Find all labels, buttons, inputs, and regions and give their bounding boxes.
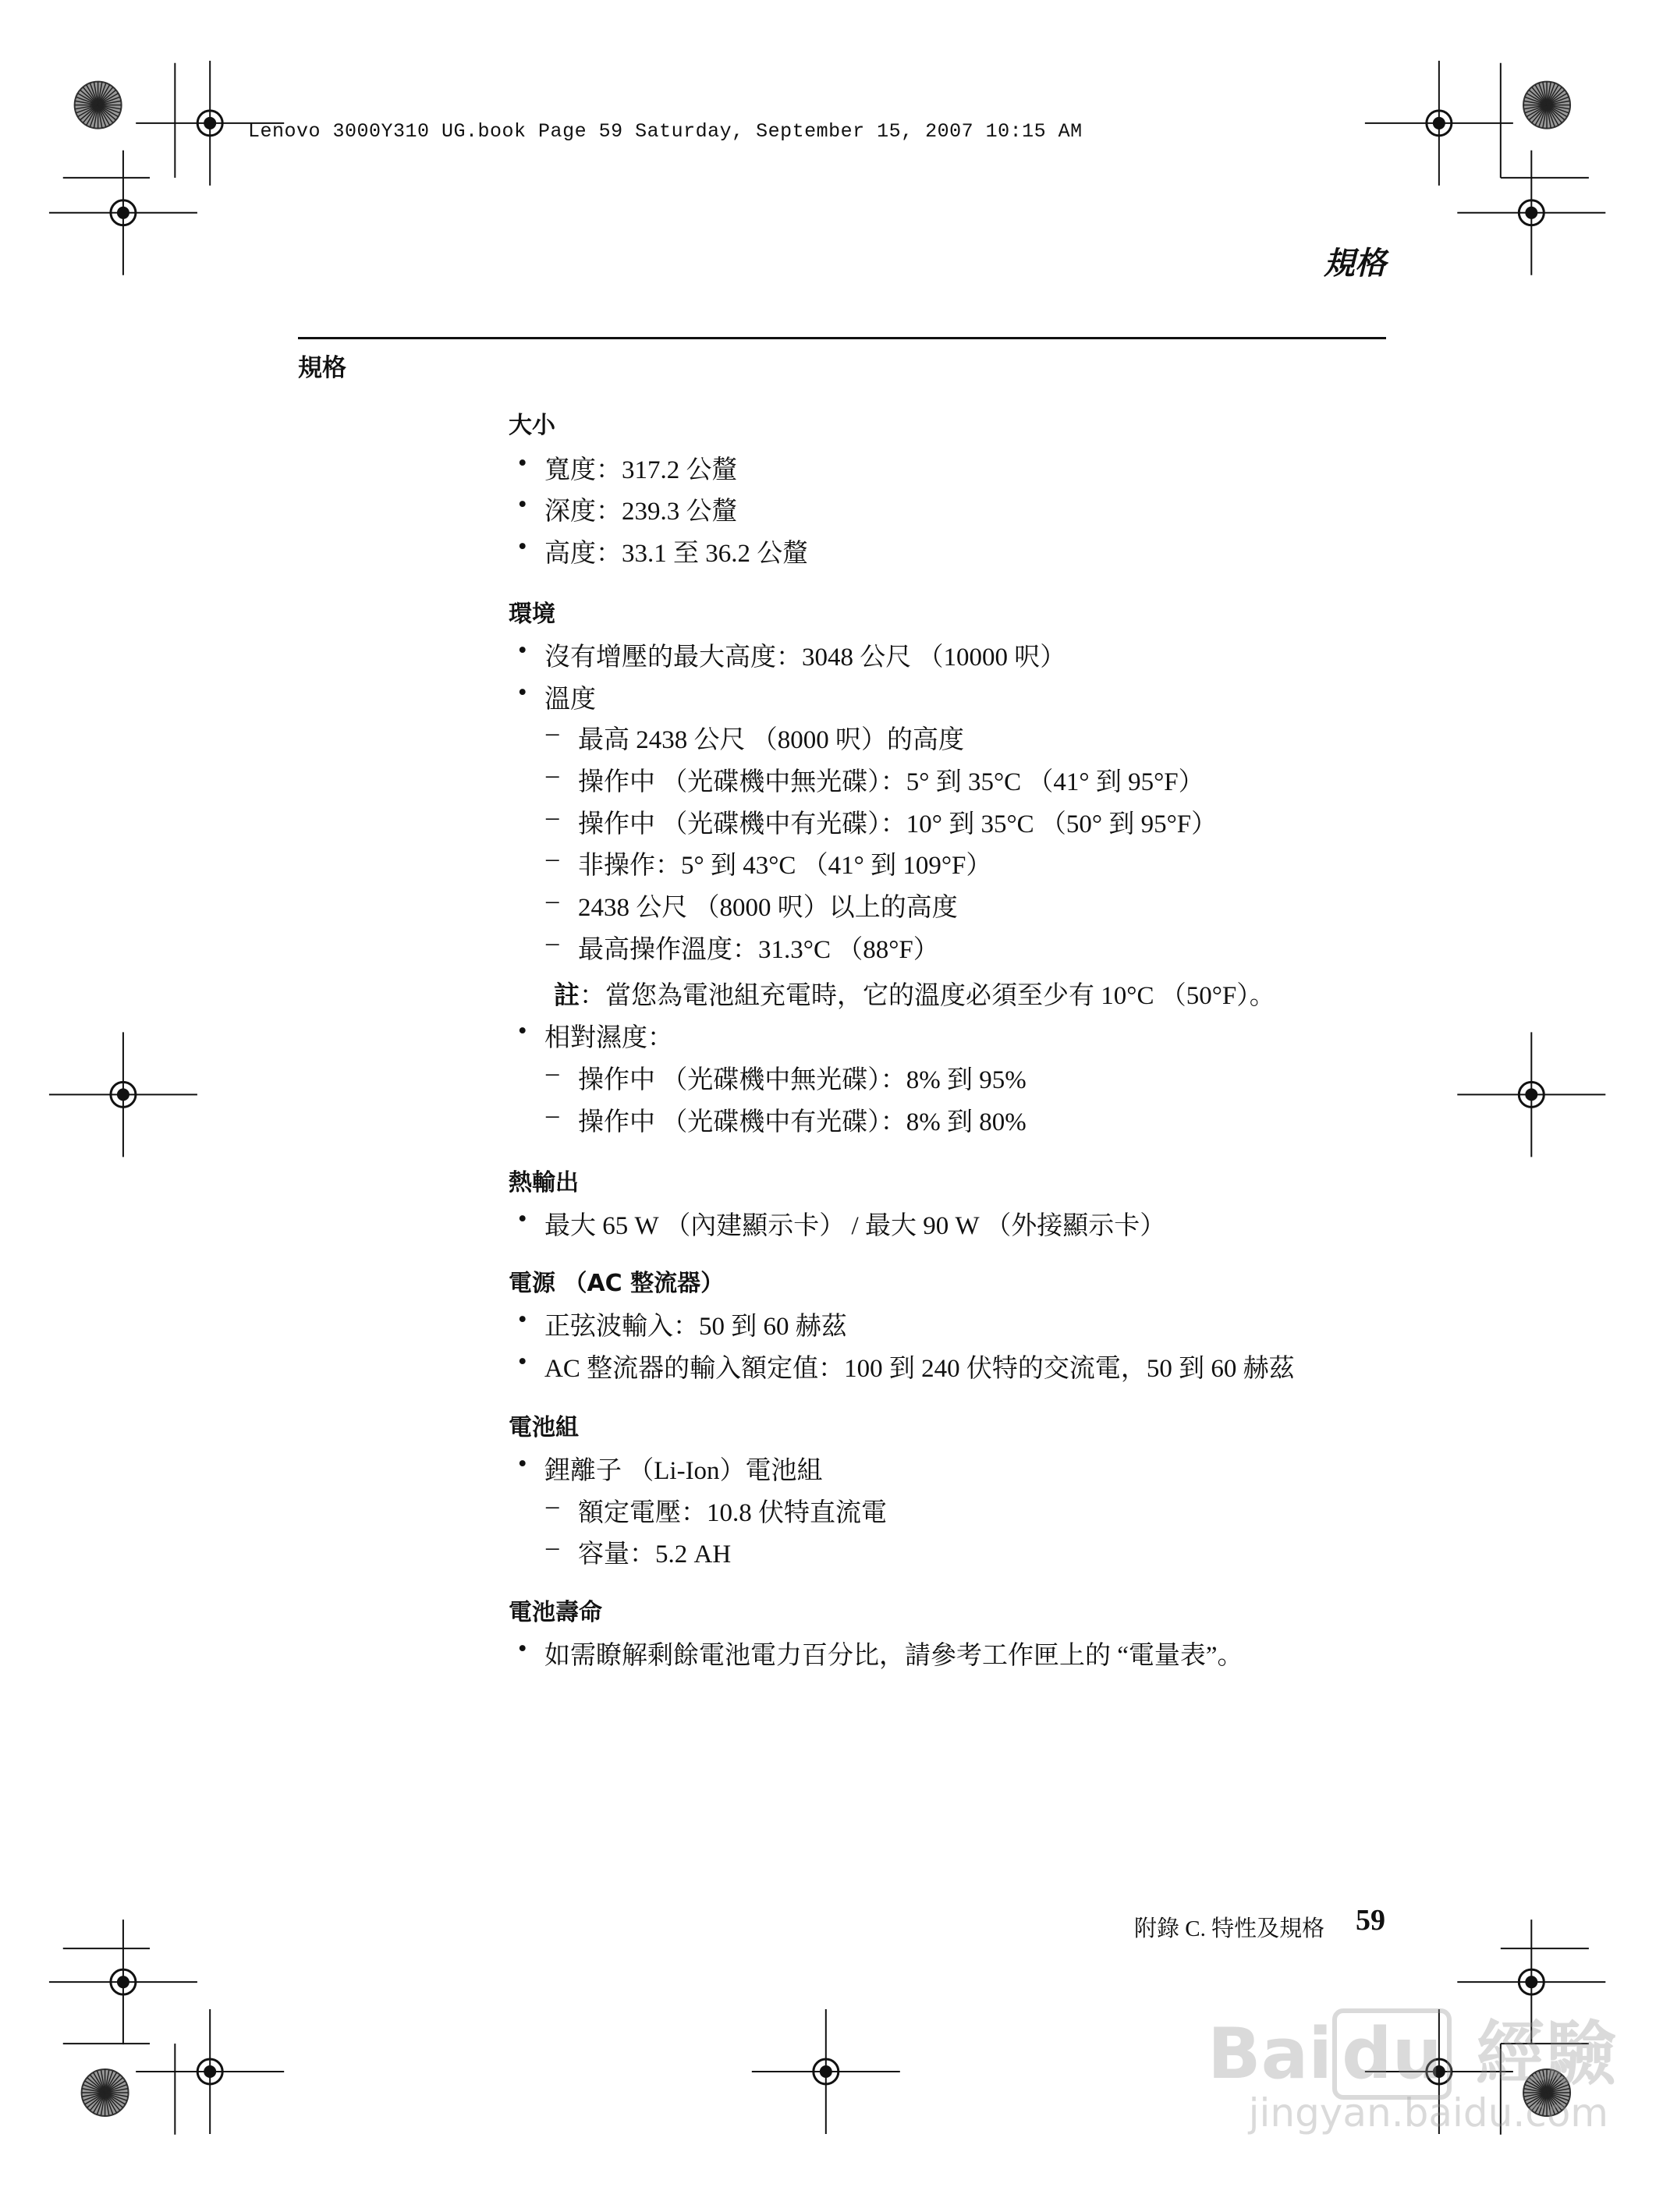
sub-item bbox=[546, 1101, 1027, 1138]
bullet-item bbox=[518, 1635, 1243, 1671]
item-text: 最大 65 W （內建顯示卡） / 最大 90 W （外接顯示卡） bbox=[544, 1211, 1166, 1240]
item-text: 操作中 （光碟機中有光碟）：8% 到 80% bbox=[578, 1108, 1027, 1136]
bullet-item bbox=[518, 449, 738, 486]
heading-rule bbox=[298, 337, 1386, 339]
bullet-item bbox=[518, 1450, 823, 1487]
note-label: 註 bbox=[554, 980, 580, 1011]
section-heading: 大小 bbox=[509, 411, 555, 439]
item-text: 相對濕度： bbox=[544, 1024, 673, 1053]
item-text: 溫度 bbox=[544, 685, 596, 714]
section-heading: 環境 bbox=[509, 601, 555, 629]
item-text: 正弦波輸入：50 到 60 赫茲 bbox=[544, 1312, 847, 1341]
item-text: 額定電壓：10.8 伏特直流電 bbox=[578, 1498, 887, 1527]
item-text: 最高 2438 公尺 （8000 呎）的高度 bbox=[578, 725, 964, 754]
item-text: 沒有增壓的最大高度：3048 公尺 （10000 呎） bbox=[544, 643, 1066, 672]
bullet-item bbox=[518, 491, 738, 527]
section-heading: 電池壽命 bbox=[509, 1598, 602, 1626]
running-head: 規格 bbox=[1324, 246, 1386, 282]
note bbox=[554, 975, 1275, 1012]
item-text: 容量：5.2 AH bbox=[578, 1540, 732, 1569]
section-heading: 電源 （AC 整流器） bbox=[509, 1270, 725, 1298]
sub-item bbox=[546, 803, 1217, 840]
bullet-item bbox=[518, 1017, 673, 1054]
print-header: Lenovo 3000Y310 UG.book Page 59 Saturday, September 15, 2007 10:15 AM bbox=[248, 120, 1083, 143]
sub-item bbox=[546, 845, 991, 881]
item-text: 寬度：317.2 公釐 bbox=[544, 456, 738, 484]
item-text: 深度：239.3 公釐 bbox=[544, 498, 738, 526]
item-text: 最高操作溫度：31.3°C （88°F） bbox=[578, 936, 939, 965]
item-text: 非操作：5° 到 43°C （41° 到 109°F） bbox=[578, 852, 992, 881]
section-heading: 電池組 bbox=[509, 1413, 579, 1441]
section-heading: 熱輸出 bbox=[509, 1168, 579, 1196]
sub-item bbox=[546, 1492, 887, 1529]
item-text: AC 整流器的輸入額定值：100 到 240 伏特的交流電，50 到 60 赫茲 bbox=[544, 1354, 1295, 1383]
item-text: 鋰離子 （Li-Ion）電池組 bbox=[544, 1456, 823, 1485]
footer-chapter: 附錄 C. 特性及規格 bbox=[1134, 1916, 1325, 1941]
item-text: 2438 公尺 （8000 呎）以上的高度 bbox=[578, 894, 958, 923]
sub-item bbox=[546, 719, 964, 756]
sub-item bbox=[546, 1533, 731, 1570]
item-text: 操作中 （光碟機中無光碟）：5° 到 35°C （41° 到 95°F） bbox=[578, 767, 1204, 796]
item-text: 操作中 （光碟機中有光碟）：10° 到 35°C （50° 到 95°F） bbox=[578, 810, 1218, 838]
item-text: 操作中 （光碟機中無光碟）：8% 到 95% bbox=[578, 1066, 1027, 1095]
bullet-item bbox=[518, 1348, 1295, 1384]
item-text: 高度：33.1 至 36.2 公釐 bbox=[544, 540, 809, 569]
bullet-item bbox=[518, 1306, 847, 1342]
note-text: ：當您為電池組充電時，它的溫度必須至少有 10°C （50°F）。 bbox=[580, 982, 1275, 1011]
page-number: 59 bbox=[1356, 1904, 1385, 1937]
bullet-item bbox=[518, 533, 808, 569]
sub-item bbox=[546, 1059, 1027, 1096]
sub-item bbox=[546, 887, 958, 923]
bullet-item bbox=[518, 636, 1066, 673]
baidu-watermark-url: jingyan.baidu.com bbox=[1248, 2090, 1608, 2136]
page-heading: 規格 bbox=[298, 354, 346, 382]
bullet-item bbox=[518, 679, 596, 715]
sub-item bbox=[546, 761, 1204, 798]
baidu-watermark-logo: Bai du 經驗 bbox=[1207, 1997, 1616, 2098]
sub-item bbox=[546, 929, 939, 966]
item-text: 如需瞭解剩餘電池電力百分比，請參考工作匣上的 “電量表”。 bbox=[544, 1641, 1243, 1670]
bullet-item bbox=[518, 1205, 1165, 1242]
